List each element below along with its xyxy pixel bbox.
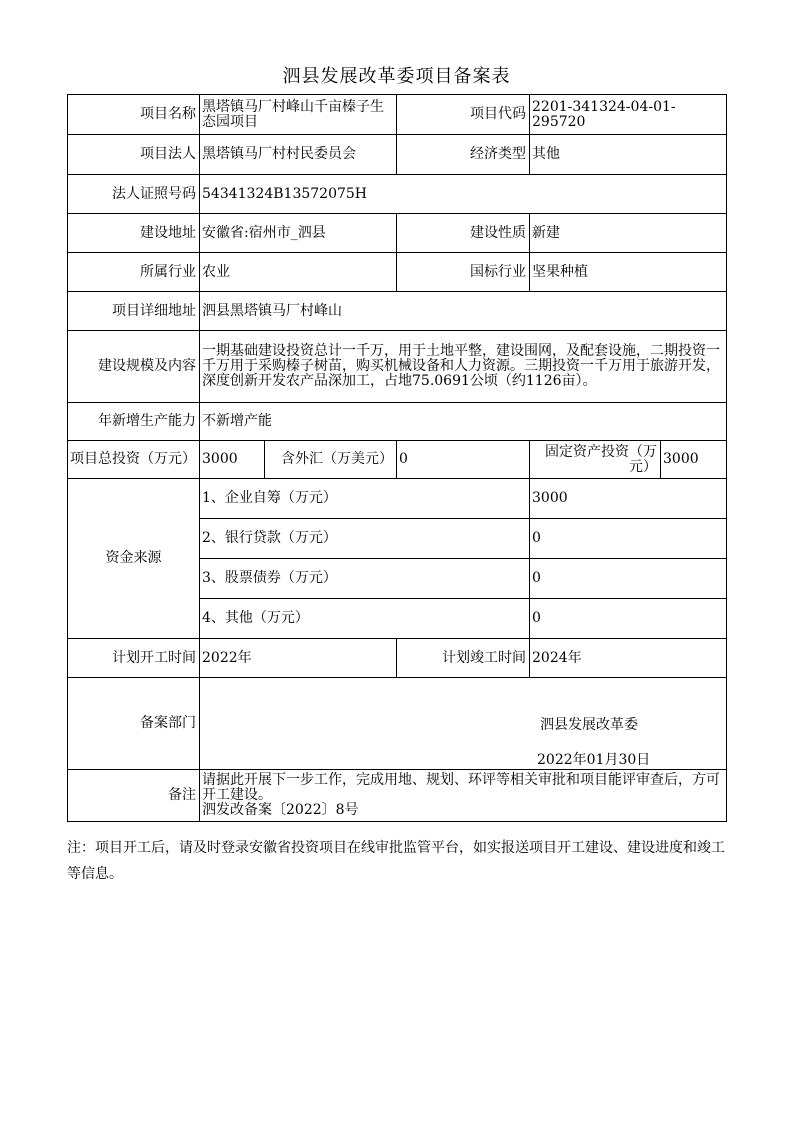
- row-remark: [68, 770, 727, 822]
- foreign-value: 0: [397, 441, 530, 479]
- economy-type-label: 经济类型: [397, 135, 530, 175]
- remark-label: 备注: [68, 770, 200, 822]
- industry-label: 所属行业: [68, 253, 200, 292]
- funding-item-label: 4、其他（万元）: [200, 599, 530, 639]
- total-invest-value: 3000: [200, 441, 265, 479]
- funding-item-value: 0: [530, 559, 727, 599]
- legal-person-label: 项目法人: [68, 135, 200, 175]
- funding-label: 资金来源: [68, 479, 200, 639]
- capacity-label: 年新增生产能力: [68, 403, 200, 441]
- row-location: [68, 214, 727, 253]
- economy-type-value: 其他: [530, 135, 727, 175]
- license-value: 54341324B13572075H: [200, 175, 727, 214]
- row-scale: [68, 331, 727, 403]
- record-table: [67, 94, 727, 822]
- project-name-value: 黑塔镇马厂村峰山千亩榛子生态园项目: [200, 95, 397, 135]
- page-title: 泗县发展改革委项目备案表: [282, 66, 511, 87]
- national-industry-label: 国标行业: [397, 253, 530, 292]
- funding-item-label: 3、股票债券（万元）: [200, 559, 530, 599]
- national-industry-value: 坚果种植: [530, 253, 727, 292]
- fixed-invest-value: 3000: [661, 441, 727, 479]
- industry-value: 农业: [200, 253, 397, 292]
- fixed-invest-label: 固定资产投资（万元）: [530, 441, 661, 479]
- legal-person-value: 黑塔镇马厂村村民委员会: [200, 135, 397, 175]
- row-license: [68, 175, 727, 214]
- start-time-value: 2022年: [200, 639, 397, 678]
- build-nature-label: 建设性质: [397, 214, 530, 253]
- funding-item-value: 0: [530, 599, 727, 639]
- build-location-value: 安徽省:宿州市_泗县: [200, 214, 397, 253]
- end-time-label: 计划竣工时间: [397, 639, 530, 678]
- row-investment: [68, 441, 727, 479]
- funding-item-label: 2、银行贷款（万元）: [200, 519, 530, 559]
- build-location-label: 建设地址: [68, 214, 200, 253]
- detail-address-label: 项目详细地址: [68, 292, 200, 331]
- row-project-name: [68, 95, 727, 135]
- detail-address-value: 泗县黑塔镇马厂村峰山: [200, 292, 727, 331]
- row-funding-1: [68, 479, 727, 519]
- dept-date: 2022年01月30日: [537, 752, 651, 768]
- row-industry: [68, 253, 727, 292]
- funding-item-label: 1、企业自筹（万元）: [200, 479, 530, 519]
- license-label: 法人证照号码: [68, 175, 200, 214]
- remark-value: 请据此开展下一步工作，完成用地、规划、环评等相关审批和项目能评审查后，方可开工建设。 泗发改备案〔2022〕8号: [200, 770, 727, 822]
- scale-value: 一期基础建设投资总计一千万，用于土地平整，建设围网，及配套设施，二期投资一千万用于采购榛子树苗，购买机械设备和人力资源。三期投资一千万用于旅游开发，深度创新开发农产品深加工，占地75.0691公顷（约1126亩）。: [200, 331, 727, 403]
- row-detail-address: [68, 292, 727, 331]
- row-schedule: [68, 639, 727, 678]
- dept-label: 备案部门: [68, 678, 200, 770]
- row-capacity: [68, 403, 727, 441]
- footnote: 注：项目开工后，请及时登录安徽省投资项目在线审批监管平台，如实报送项目开工建设、建设进度和竣工等信息。: [67, 840, 725, 882]
- scale-label: 建设规模及内容: [68, 331, 200, 403]
- row-legal-person: [68, 135, 727, 175]
- build-nature-value: 新建: [530, 214, 727, 253]
- funding-item-value: 3000: [530, 479, 727, 519]
- project-name-label: 项目名称: [68, 95, 200, 135]
- capacity-value: 不新增产能: [200, 403, 727, 441]
- end-time-value: 2024年: [530, 639, 727, 678]
- foreign-label: 含外汇（万美元）: [265, 441, 397, 479]
- project-code-value: 2201-341324-04-01-295720: [530, 95, 727, 135]
- start-time-label: 计划开工时间: [68, 639, 200, 678]
- project-code-label: 项目代码: [397, 95, 530, 135]
- funding-item-value: 0: [530, 519, 727, 559]
- dept-name: 泗县发展改革委: [540, 717, 638, 733]
- total-invest-label: 项目总投资（万元）: [68, 441, 200, 479]
